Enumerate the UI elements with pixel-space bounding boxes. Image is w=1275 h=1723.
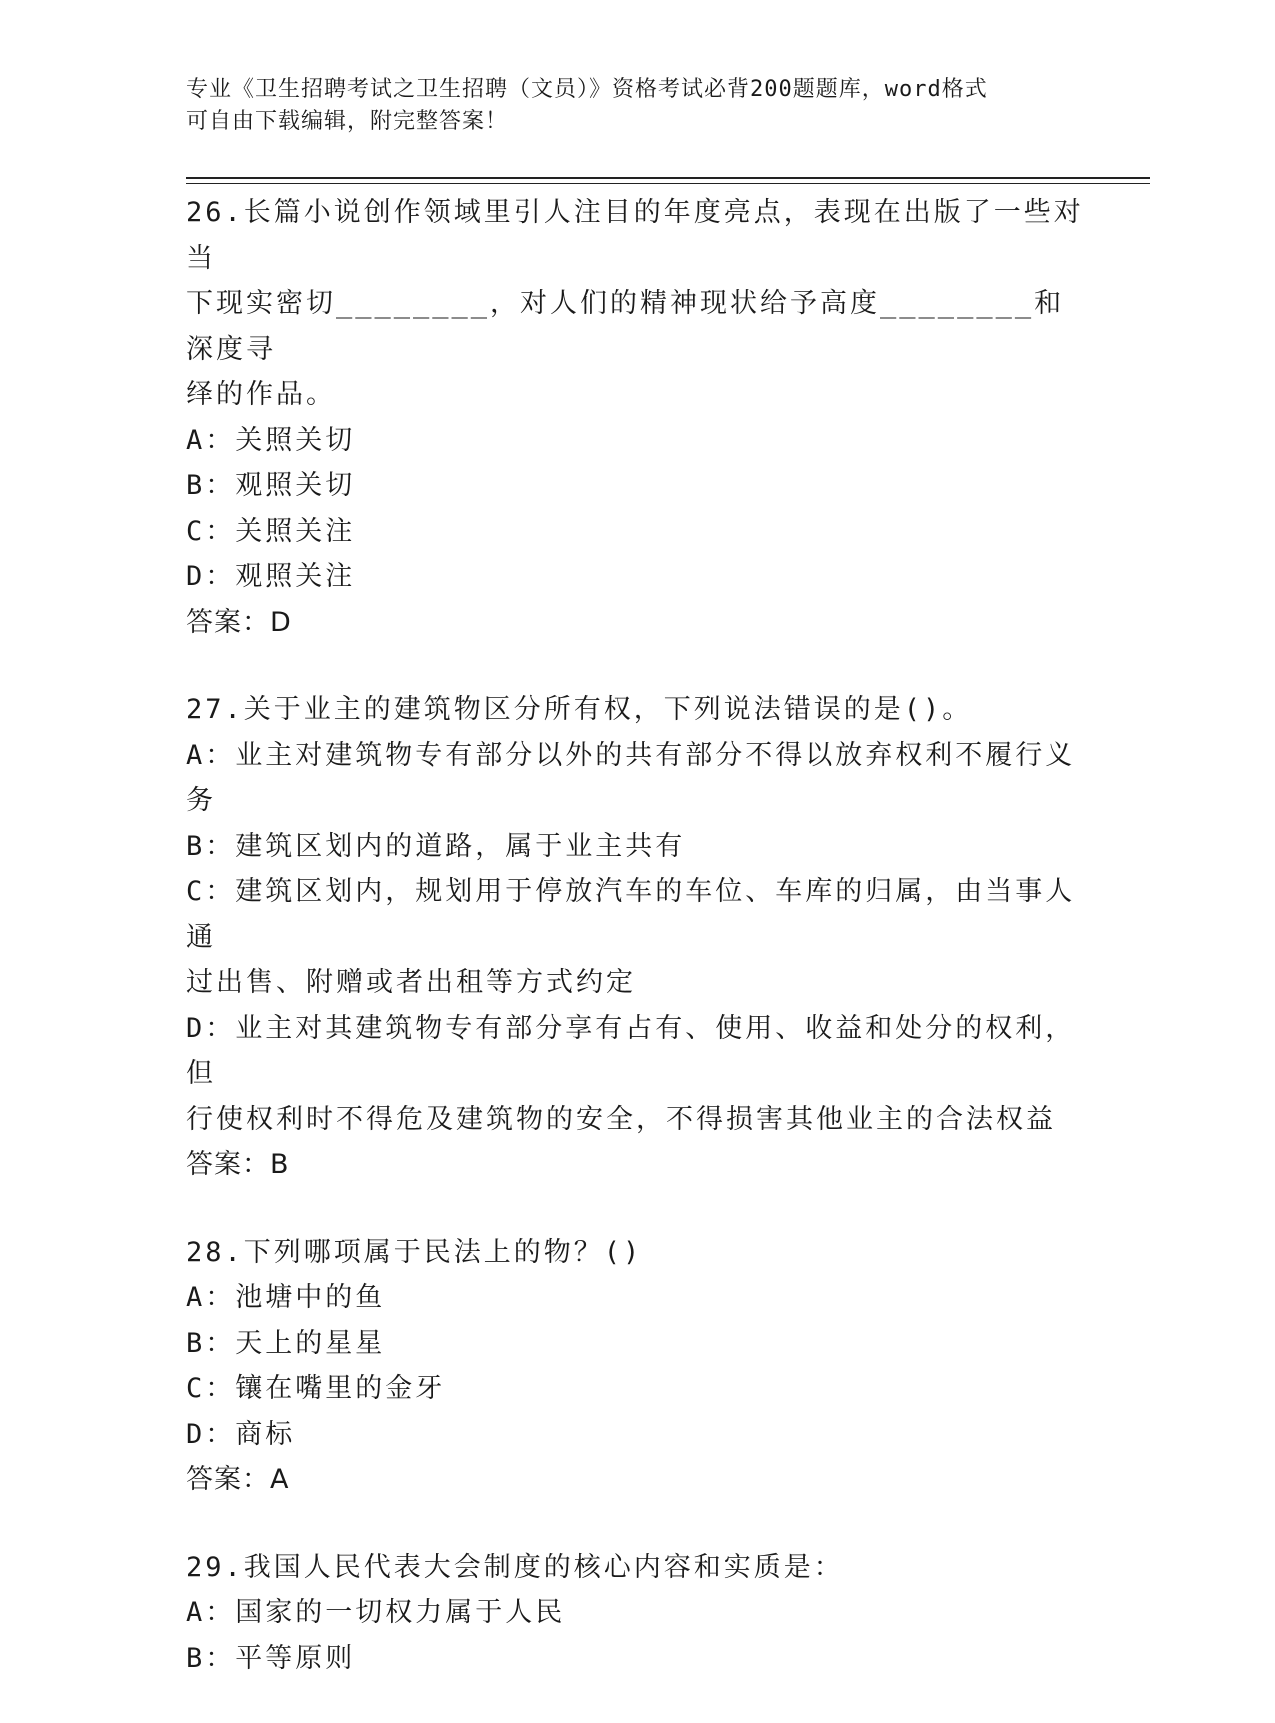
option-d: D：业主对其建筑物专有部分享有占有、使用、收益和处分的权利，但 xyxy=(186,1012,1076,1089)
option-d-continued: 行使权利时不得危及建筑物的安全，不得损害其他业主的合法权益 xyxy=(186,1103,1056,1135)
header-line-2: 可自由下载编辑，附完整答案！ xyxy=(186,109,509,134)
option-c: C：建筑区划内，规划用于停放汽车的车位、车库的归属，由当事人通 xyxy=(186,876,1076,953)
option-a: A：业主对建筑物专有部分以外的共有部分不得以放弃权利不履行义务 xyxy=(186,739,1076,816)
option-b: B：观照关切 xyxy=(186,470,356,501)
header-line-1: 专业《卫生招聘考试之卫生招聘（文员）》资格考试必背200题题库，word格式 xyxy=(186,77,988,102)
question-list xyxy=(186,190,1086,1723)
question-27 xyxy=(186,687,1086,1188)
option-b: B：建筑区划内的道路，属于业主共有 xyxy=(186,830,686,862)
answer-line: 答案：A xyxy=(186,1464,290,1495)
option-a: A：关照关切 xyxy=(186,424,356,456)
header-divider-thin xyxy=(186,183,1150,184)
option-b: B：天上的星星 xyxy=(186,1327,386,1359)
question-26 xyxy=(186,190,1086,645)
question-text: 绎的作品。 xyxy=(186,379,336,410)
option-d: D：商标 xyxy=(186,1418,296,1450)
option-a: A：池塘中的鱼 xyxy=(186,1282,386,1313)
option-c-continued: 过出售、附赠或者出租等方式约定 xyxy=(186,967,636,998)
answer-line: 答案：B xyxy=(186,1149,290,1180)
question-text: 27.关于业主的建筑物区分所有权，下列说法错误的是()。 xyxy=(186,694,973,725)
question-text: 26.长篇小说创作领域里引人注目的年度亮点，表现在出版了一些对当 xyxy=(186,197,1084,274)
option-c: C：关照关注 xyxy=(186,515,356,547)
option-a: A：国家的一切权力属于人民 xyxy=(186,1597,566,1628)
question-text: 28.下列哪项属于民法上的物？() xyxy=(186,1236,643,1268)
document-header xyxy=(186,74,1066,138)
answer-line: 答案：D xyxy=(186,606,292,638)
question-29 xyxy=(186,1545,1086,1682)
option-c: C：镶在嘴里的金牙 xyxy=(186,1373,446,1404)
header-divider-thick xyxy=(186,177,1150,179)
option-b: B：平等原则 xyxy=(186,1642,356,1674)
option-d: D：观照关注 xyxy=(186,561,356,592)
question-28 xyxy=(186,1230,1086,1503)
question-text: 29.我国人民代表大会制度的核心内容和实质是： xyxy=(186,1551,844,1583)
question-text: 下现实密切________，对人们的精神现状给予高度________和深度寻 xyxy=(186,288,1065,365)
